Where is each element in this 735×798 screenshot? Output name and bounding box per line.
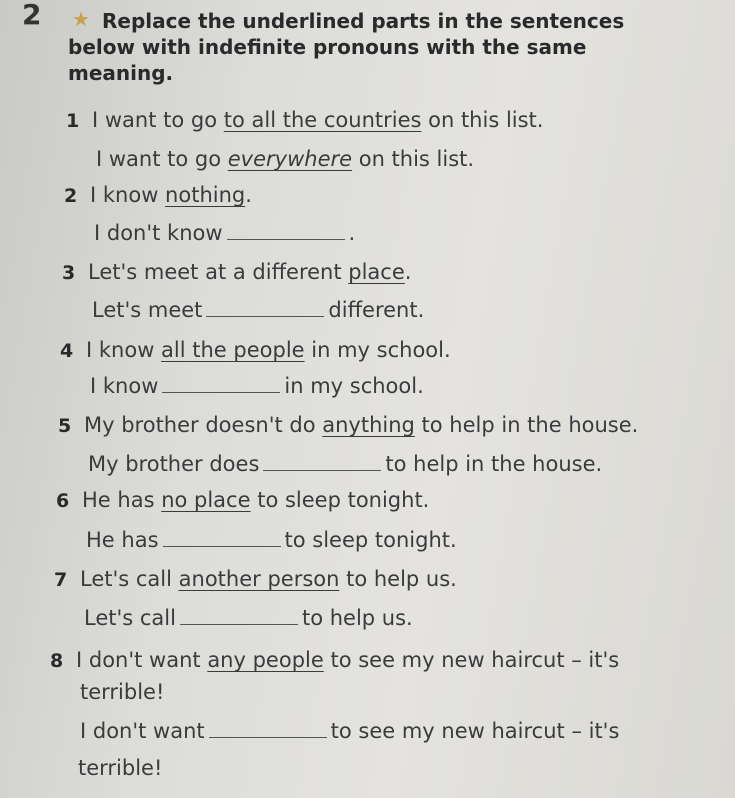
underlined-phrase: to all the countries <box>223 108 422 132</box>
example-answer: everywhere <box>227 147 353 171</box>
underlined-phrase: another person <box>178 567 340 591</box>
item-4-question: 4 I know all the people in my school. <box>60 338 451 362</box>
item-7-question: 7 Let's call another person to help us. <box>54 567 457 591</box>
item-2-question: 2 I know nothing. <box>64 183 252 207</box>
item-2-answer: I don't know . <box>94 221 356 245</box>
item-1-answer: I want to go everywhere on this list. <box>96 147 475 171</box>
answer-blank[interactable] <box>162 378 280 393</box>
item-number: 7 <box>54 569 68 591</box>
item-1-question: 1 I want to go to all the countries on this list. <box>66 108 544 132</box>
underlined-phrase: place <box>348 260 405 284</box>
item-number: 2 <box>64 185 78 207</box>
item-number: 1 <box>66 110 80 132</box>
item-6-question: 6 He has no place to sleep tonight. <box>56 488 430 512</box>
answer-blank[interactable] <box>206 302 324 317</box>
item-number: 4 <box>60 340 74 362</box>
item-6-answer: He has to sleep tonight. <box>86 528 457 552</box>
item-5-question: 5 My brother doesn't do anything to help in the house. <box>58 413 639 437</box>
item-3-question: 3 Let's meet at a different place. <box>62 260 412 284</box>
item-number: 3 <box>62 262 76 284</box>
star-icon: ★ <box>72 7 90 31</box>
item-8-answer: I don't want to see my new haircut – it's <box>80 719 620 743</box>
answer-blank[interactable] <box>227 225 345 240</box>
underlined-phrase: no place <box>161 488 251 512</box>
exercise-number: 2 <box>22 0 42 31</box>
answer-blank[interactable] <box>209 723 327 738</box>
answer-blank[interactable] <box>180 610 298 625</box>
underlined-phrase: any people <box>207 648 324 672</box>
item-8-answer-continued: terrible! <box>78 756 163 780</box>
item-8-question: 8 I don't want any people to see my new haircut – it's <box>50 648 620 672</box>
item-4-answer: I know in my school. <box>90 374 424 398</box>
instruction-text: Replace the underlined parts in the sentences below with indefinite pronouns with the same meaning. <box>68 9 625 85</box>
item-number: 8 <box>50 650 64 672</box>
item-7-answer: Let's call to help us. <box>84 606 413 630</box>
item-3-answer: Let's meet different. <box>92 298 425 322</box>
item-8-question-continued: terrible! <box>80 680 165 704</box>
underlined-phrase: nothing <box>165 183 246 207</box>
item-5-answer: My brother does to help in the house. <box>88 452 603 476</box>
item-number: 5 <box>58 415 72 437</box>
answer-blank[interactable] <box>263 456 381 471</box>
answer-blank[interactable] <box>163 532 281 547</box>
underlined-phrase: anything <box>322 413 415 437</box>
underlined-phrase: all the people <box>161 338 305 362</box>
item-number: 6 <box>56 490 70 512</box>
